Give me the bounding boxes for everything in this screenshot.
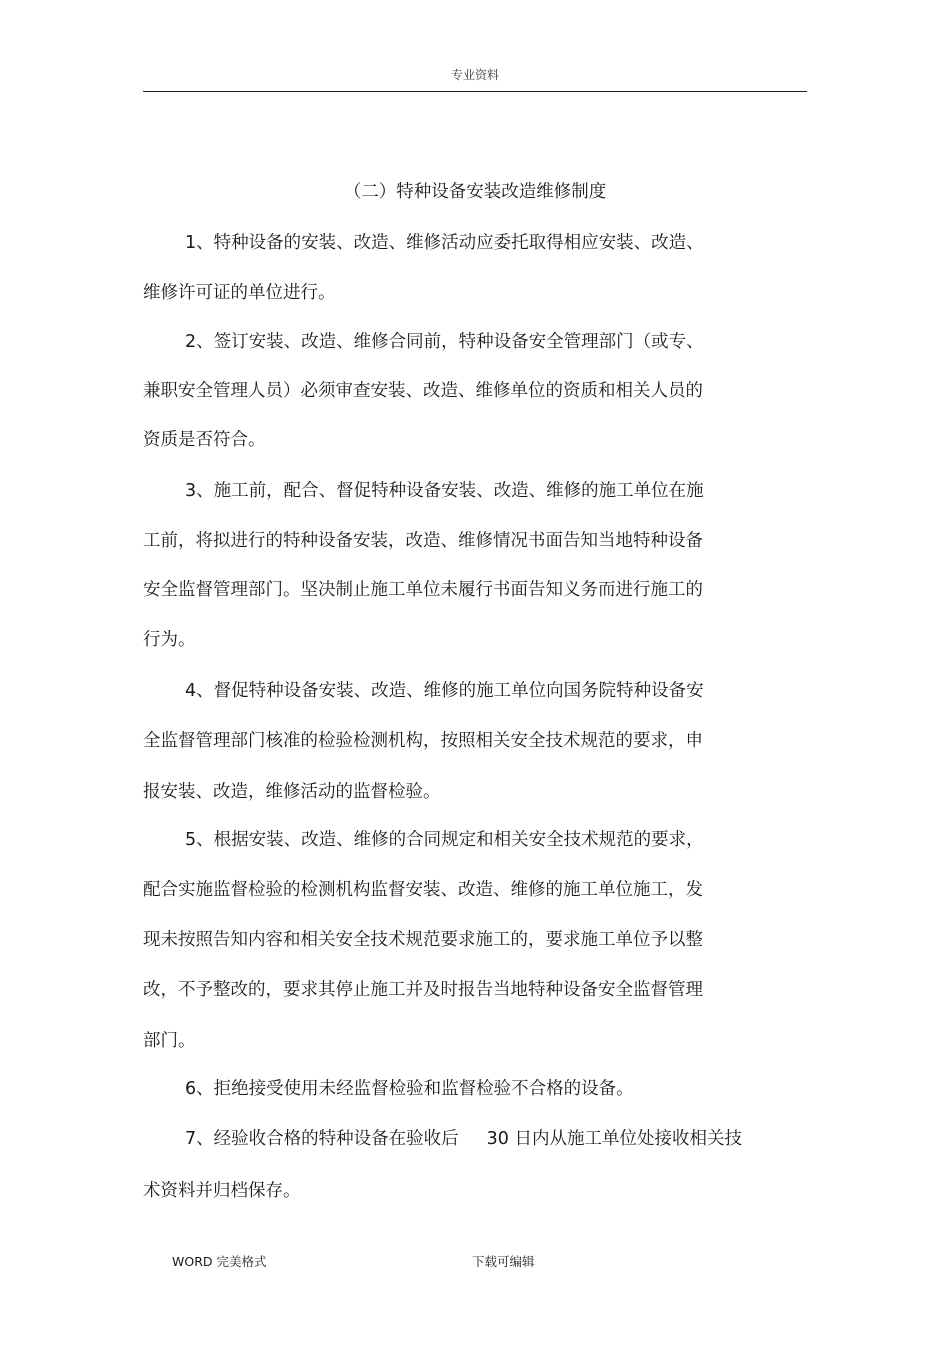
paragraph-4-line-3: 报安装、改造，维修活动的监督检验。 (143, 782, 441, 802)
paragraph-5-line-2: 配合实施监督检验的检测机构监督安装、改造、维修的施工单位施工，发 (143, 880, 703, 900)
paragraph-5-line-5: 部门。 (143, 1031, 196, 1051)
paragraph-3-line-2: 工前，将拟进行的特种设备安装，改造、维修情况书面告知当地特种设备 (143, 531, 703, 551)
paragraph-5-line-3: 现未按照告知内容和相关安全技术规范要求施工的，要求施工单位予以整 (143, 930, 703, 950)
paragraph-2-line-2: 兼职安全管理人员）必须审查安装、改造、维修单位的资质和相关人员的 (143, 381, 703, 401)
paragraph-1-line-1: 1、特种设备的安装、改造、维修活动应委托取得相应安装、改造、 (185, 233, 704, 253)
paragraph-2-line-1: 2、签订安装、改造、维修合同前，特种设备安全管理部门（或专、 (185, 332, 704, 352)
paragraph-7-line-1-part-2: 30 日内从施工单位处接收相关技 (486, 1129, 742, 1149)
section-title: （二）特种设备安装改造维修制度 (343, 182, 607, 202)
paragraph-5-line-1: 5、根据安装、改造、维修的合同规定和相关安全技术规范的要求， (185, 830, 704, 850)
footer-right-text: 下载可编辑 (472, 1254, 535, 1269)
footer-left-text: WORD 完美格式 (172, 1254, 267, 1269)
paragraph-3-line-4: 行为。 (143, 630, 196, 650)
paragraph-5-line-4: 改，不予整改的，要求其停止施工并及时报告当地特种设备安全监督管理 (143, 980, 703, 1000)
paragraph-7-line-2: 术资料并归档保存。 (143, 1181, 301, 1201)
paragraph-7-line-1-part-1: 7、经验收合格的特种设备在验收后 (185, 1129, 459, 1149)
paragraph-4-line-1: 4、督促特种设备安装、改造、维修的施工单位向国务院特种设备安 (185, 681, 704, 701)
page-header: 专业资料 (450, 68, 499, 82)
paragraph-2-line-3: 资质是否符合。 (143, 430, 266, 450)
header-divider (143, 91, 807, 92)
paragraph-3-line-3: 安全监督管理部门。坚决制止施工单位未履行书面告知义务而进行施工的 (143, 580, 703, 600)
paragraph-4-line-2: 全监督管理部门核准的检验检测机构，按照相关安全技术规范的要求，申 (143, 731, 703, 751)
paragraph-6-line-1: 6、拒绝接受使用未经监督检验和监督检验不合格的设备。 (185, 1079, 634, 1099)
paragraph-7-line-1 (185, 1129, 742, 1149)
paragraph-3-line-1: 3、施工前，配合、督促特种设备安装、改造、维修的施工单位在施 (185, 481, 704, 501)
paragraph-1-line-2: 维修许可证的单位进行。 (143, 283, 336, 303)
